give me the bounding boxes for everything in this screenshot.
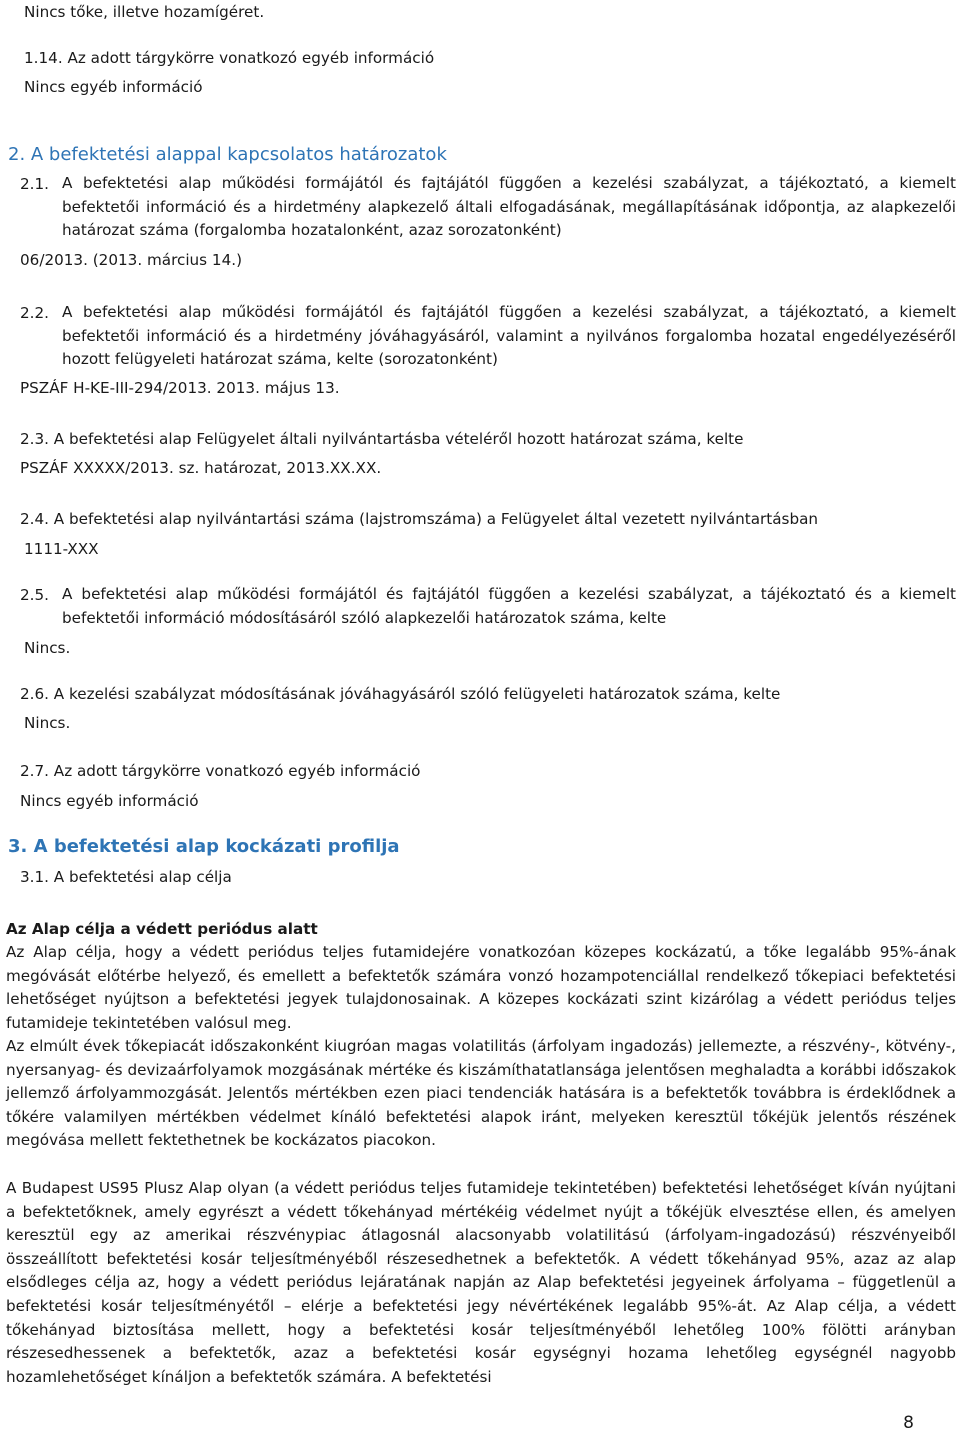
section-2-6-title: 2.6. A kezelési szabályzat módosításának jóváhagyásáról szóló felügyeleti határozatok száma, kelte xyxy=(20,685,781,703)
section-3-1-title: 3.1. A befektetési alap célja xyxy=(20,868,232,886)
section-2-3-title: 2.3. A befektetési alap Felügyelet általi nyilvántartásba vételéről hozott határozat száma, kelte xyxy=(20,430,744,448)
goal-paragraph-2: Az elmúlt évek tőkepiacát időszakonként kiugróan magas volatilitás (árfolyam ingadozás) jellemezte, a részvény-, kötvény-, nyersanyag- és devizaárfolyamok mozgásának mértéke és kiszámíthatatlansága jelentősen meghaladta a korábbi időszakok jellemző árfolyammozgását. Jelentős mértékben ezen piaci tendenciák hatására is a befektetők továbbra is érdeklődnek a tőkére valamilyen mértékben védelmet kínáló befektetési alapok iránt, melyeken keresztül tőkéjük jelentős részének megóvása mellett fektethetnek be kockázatos piacokon. xyxy=(6,1037,956,1150)
section-2-1-text: A befektetési alap működési formájától és fajtájától függően a kezelési szabályzat, a tájékoztató, a kiemelt befektetői információ és a hirdetmény alapkezelő általi elfogadásának, megállapításának időpontja, az alapkezelői határozat száma (forgalomba hozatalonként, azaz sorozatonként) xyxy=(62,174,956,240)
section-2-5-value: Nincs. xyxy=(24,639,71,657)
section-2-7-value: Nincs egyéb információ xyxy=(20,792,199,810)
goal-paragraph-3: A Budapest US95 Plusz Alap olyan (a védett periódus teljes futamideje tekintetében) befektetési lehetőséget kíván nyújtani a befektetőknek, amely egyrészt a védett tőkehányad mértékéig védelmet nyújt a tőkéjük elvesztése ellen, és amelyen keresztül egy az amerikai részvénypiac átlagosnál alacsonyabb volatilitású (árfolyam-ingadozású) részvényeiből összeállított befektetési kosár teljesítményéből részesedhetnek a befektetők. A védett tőkehányad 95%, azaz az alap elsődleges célja az, hogy a védett periódus lejáratának napján az Alap befektetési jegyeinek árfolyama – függetlenül a befektetési kosár teljesítményétől – elérje a befektetési jegy névértékének legalább 95%-át. Az Alap célja, a védett tőkehányad biztosítása mellett, hogy a befektetési kosár teljesítményéből lehetőleg 100% fölötti arányban részesedhessenek a befektetők, azaz a befektetési kosár egységnyi hozama lehetőleg egységnél nagyobb hozamlehetőséget kínáljon a befektetők számára. A befektetési xyxy=(6,1179,956,1386)
section-2-4-title: 2.4. A befektetési alap nyilvántartási száma (lajstromszáma) a Felügyelet által vezetett nyilvántartásban xyxy=(20,510,819,528)
section-3-heading: 3. A befektetési alap kockázati profilja xyxy=(8,836,400,857)
section-2-heading: 2. A befektetési alappal kapcsolatos határozatok xyxy=(8,144,447,165)
section-2-5-number: 2.5. xyxy=(20,586,49,604)
page-number: 8 xyxy=(903,1413,914,1433)
section-2-5-text: A befektetési alap működési formájától és fajtájától függően a kezelési szabályzat, a tájékoztató és a kiemelt befektetői információ módosításáról szóló alapkezelői határozatok száma, kelte xyxy=(62,585,956,627)
goal-paragraph-1: Az Alap célja, hogy a védett periódus teljes futamidejére vonatkozóan közepes kockázatú, a tőke legalább 95%-ának megóvását előtérbe helyező, és emellett a befektetők számára vonzó hozampotenciállal rendelkező tőkepiaci befektetési lehetőséget nyújtson a befektetési jegyek tulajdonosainak. A közepes kockázati szint kizárólag a védett periódus teljes futamideje tekintetében valósul meg. xyxy=(6,943,956,1032)
section-2-1-number: 2.1. xyxy=(20,175,49,193)
section-2-7-title: 2.7. Az adott tárgykörre vonatkozó egyéb információ xyxy=(20,762,421,780)
goal-bold-title: Az Alap célja a védett periódus alatt xyxy=(6,920,318,938)
section-2-2-value: PSZÁF H-KE-III-294/2013. 2013. május 13. xyxy=(20,379,340,397)
section-2-6-value: Nincs. xyxy=(24,714,71,732)
tokeigeret-text: Nincs tőke, illetve hozamígéret. xyxy=(24,3,265,21)
section-2-3-value: PSZÁF XXXXX/2013. sz. határozat, 2013.XX.XX. xyxy=(20,459,382,477)
section-2-2-number: 2.2. xyxy=(20,304,49,322)
section-1-14-title: 1.14. Az adott tárgykörre vonatkozó egyéb információ xyxy=(24,49,435,67)
section-2-1-value: 06/2013. (2013. március 14.) xyxy=(20,251,243,269)
section-2-2-text: A befektetési alap működési formájától és fajtájától függően a kezelési szabályzat, a tájékoztató, a kiemelt befektetői információ és a hirdetmény jóváhagyásáról, valamint a nyilvános forgalomba hozatal engedélyezéséről hozott felügyeleti határozat száma, kelte (sorozatonként) xyxy=(62,303,956,369)
section-2-4-value: 1111-XXX xyxy=(24,540,99,558)
section-1-14-value: Nincs egyéb információ xyxy=(24,78,203,96)
